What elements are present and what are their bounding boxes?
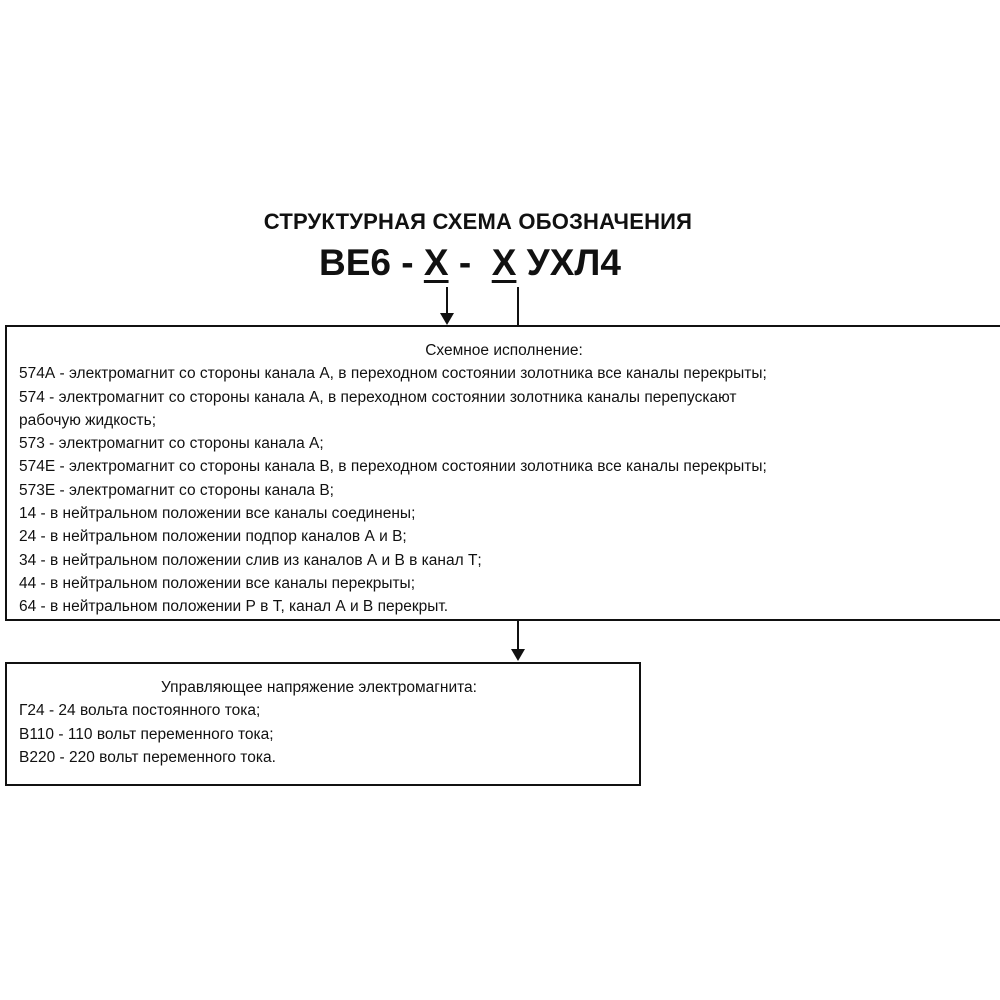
scheme-line: 24 - в нейтральном положении подпор каналов А и В;: [19, 528, 407, 546]
code-position-1: Х: [423, 242, 449, 283]
scheme-line: 574 - электромагнит со стороны канала А, в переходном состоянии золотника каналы перепускают: [19, 388, 737, 406]
voltage-line: В220 - 220 вольт переменного тока.: [19, 748, 276, 766]
code-separator: -: [448, 242, 492, 283]
scheme-line: 574А - электромагнит со стороны канала А, в переходном состоянии золотника все каналы перекрыты;: [19, 365, 767, 383]
scheme-line: 34 - в нейтральном положении слив из каналов А и В в канал Т;: [19, 551, 482, 569]
scheme-line: 574Е - электромагнит со стороны канала В, в переходном состоянии золотника все каналы перекрыты;: [19, 458, 767, 476]
arrow-head-to-voltage-box: [511, 649, 525, 661]
voltage-line: Г24 - 24 вольта постоянного тока;: [19, 702, 261, 720]
code-position-2: Х: [491, 242, 517, 283]
code-prefix: ВЕ6 -: [319, 242, 424, 283]
scheme-line: 44 - в нейтральном положении все каналы перекрыты;: [19, 574, 415, 592]
scheme-box-heading: Схемное исполнение:: [425, 342, 583, 359]
diagram-title: СТРУКТУРНАЯ СХЕМА ОБОЗНАЧЕНИЯ: [263, 209, 693, 234]
scheme-line: 573 - электромагнит со стороны канала А;: [19, 435, 324, 453]
voltage-line: В110 - 110 вольт переменного тока;: [19, 725, 274, 743]
voltage-box: [5, 662, 641, 786]
scheme-line: 64 - в нейтральном положении Р в Т, канал А и В перекрыт.: [19, 598, 449, 616]
voltage-box-heading: Управляющее напряжение электромагнита:: [161, 679, 477, 696]
scheme-line: 14 - в нейтральном положении все каналы соединены;: [19, 505, 416, 523]
scheme-line: 573Е - электромагнит со стороны канала В;: [19, 481, 334, 499]
scheme-box: [5, 325, 1000, 621]
code-suffix: УХЛ4: [516, 242, 621, 283]
scheme-line: рабочую жидкость;: [19, 411, 157, 429]
arrow-head-position-1: [440, 313, 454, 325]
